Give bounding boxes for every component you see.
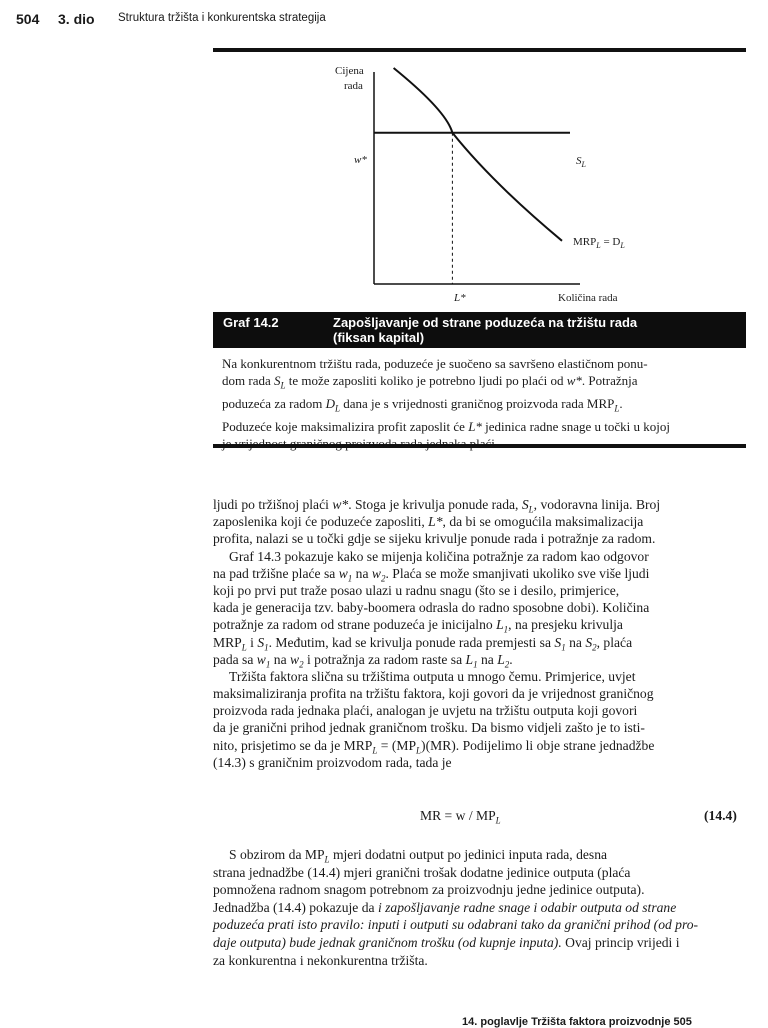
labor-demand-chart: [330, 58, 650, 308]
caption-line: Poduzeće koje maksimalizira profit zaposlit će L* jedinica radne snage u točki u kojoj: [222, 418, 671, 434]
body-line: pada sa $w_1$ na $w_2$ i potražnja za radom raste sa $L_1$ na $L_2$.: [213, 651, 513, 670]
body-line: na pad tržišne plaće sa $w_1$ na $w_2$. Plaća se može smanjivati ukoliko sve više ljudi: [213, 565, 650, 584]
body-line: pomnožena radnom snagom potrebnom za proizvodnju jedne jedinice outputa).: [213, 882, 645, 898]
body-line: za konkurentna i nekonkurentna tržišta.: [213, 952, 428, 968]
body-paragraph-after-equation: [213, 846, 746, 969]
body-line: poduzeća prati isto pravilo: inputi i outputi su odabrani tako da granični prihod (od pro-: [213, 917, 699, 933]
body-line: Graf 14.3 pokazuje kako se mijenja količina potražnje za radom kao odgovor: [229, 548, 649, 564]
body-line: (14.3) s graničnim proizvodom rada, tada je: [213, 754, 452, 770]
page-footer: 14. poglavlje Tržišta faktora proizvodnje 505: [462, 1016, 692, 1028]
caption-line: poduzeća za radom $D_L$ dana je s vrijednosti graničnog proizvoda rada $MRP_L$.: [222, 396, 623, 414]
body-line: nito, prisjetimo se da je $MRP_L = (MP_L)(MR)$. Podijelimo li obje strane jednadžbe: [213, 737, 655, 756]
body-line: da je granični prihod jednak graničnom trošku. Da bismo vidjeli zašto je to isti-: [213, 720, 645, 736]
body-line: proizvoda rada jednaka plaći, analogan je uvjetu na tržištu outputa koji govori: [213, 703, 638, 719]
page-number: 504: [16, 11, 40, 27]
caption-line: dom rada $S_L$ te može zaposliti koliko je potrebno ljudi po plaći od w*. Potražnja: [222, 373, 638, 391]
top-rule: [213, 48, 746, 52]
equation-14-4: MR = w / $MP_L$: [420, 808, 501, 826]
figure-caption-text: [222, 355, 737, 452]
figure-title-line1: Zapošljavanje od strane poduzeća na tržištu rada: [333, 315, 638, 330]
y-tick-label-wstar: w*: [354, 154, 367, 166]
caption-line: Na konkurentnom tržištu rada, poduzeće je suočeno sa savršeno elastičnom ponu-: [222, 356, 648, 371]
body-line: strana jednadžbe (14.4) mjeri granični trošak dodatne jedinice outputa (plaća: [213, 864, 631, 880]
demand-curve-mrpl: [394, 68, 562, 241]
body-line: potražnje za radom od strane poduzeća je inicijalno $L_1$, na presjeku krivulja: [213, 617, 623, 636]
y-axis-label-line1: Cijena: [335, 65, 364, 77]
x-tick-label-lstar: L*: [454, 292, 466, 304]
body-line: Tržišta faktora slična su tržištima outputa u mnogo čemu. Primjerice, uvjet: [229, 668, 636, 684]
running-title: Struktura tržišta i konkurentska strategija: [118, 12, 326, 24]
body-line: kada je generacija tzv. baby-boomera odrasla do radno sposobne dobi). Količina: [213, 600, 650, 616]
body-line: daje outputa) bude jednak graničnom trošku (od kupnje inputa). Ovaj princip vrijedi i: [213, 934, 680, 950]
body-line: ljudi po tržišnoj plaći w*. Stoga je krivulja ponude rada, $S_L$, vodoravna linija. Broj: [213, 497, 661, 515]
body-paragraphs: [213, 496, 746, 771]
body-line: S obzirom da $MP_L$ mjeri dodatni output po jedinici inputa rada, desna: [229, 847, 608, 865]
part-label: 3. dio: [58, 11, 95, 27]
figure-caption-bar: [213, 312, 746, 348]
body-line: maksimaliziranja profita na tržištu faktora, koji govori da je vrijednost graničnog: [213, 686, 654, 702]
equation-number: (14.4): [704, 808, 737, 823]
caption-bottom-rule: [213, 444, 746, 448]
supply-curve-label: $S_L$: [576, 155, 586, 169]
body-line: koji po prvi put traže posao ulazi u radnu snagu (što se i desilo, primjerice,: [213, 582, 620, 598]
x-axis-label: Količina rada: [558, 292, 618, 304]
demand-curve-label: $MRP_L = D_L$: [573, 236, 625, 250]
body-line: $MRP_L$ i $S_1$. Međutim, kad se krivulja ponude rada premjesti sa $S_1$ na $S_2$, plaća: [213, 634, 633, 653]
body-line: profita, nalazi se u točki gdje se sijeku krivulje ponude rada i potražnje za radom.: [213, 531, 656, 547]
body-line: zaposlenika koji će poduzeće zaposliti, L*, da bi se omogućila maksimalizacija: [213, 514, 644, 530]
figure-label: Graf 14.2: [223, 315, 279, 330]
body-line: Jednadžba (14.4) pokazuje da i zapošljavanje radne snage i odabir outputa od strane: [213, 899, 677, 915]
figure-title-line2: (fiksan kapital): [333, 330, 425, 345]
y-axis-label-line2: rada: [344, 80, 363, 92]
